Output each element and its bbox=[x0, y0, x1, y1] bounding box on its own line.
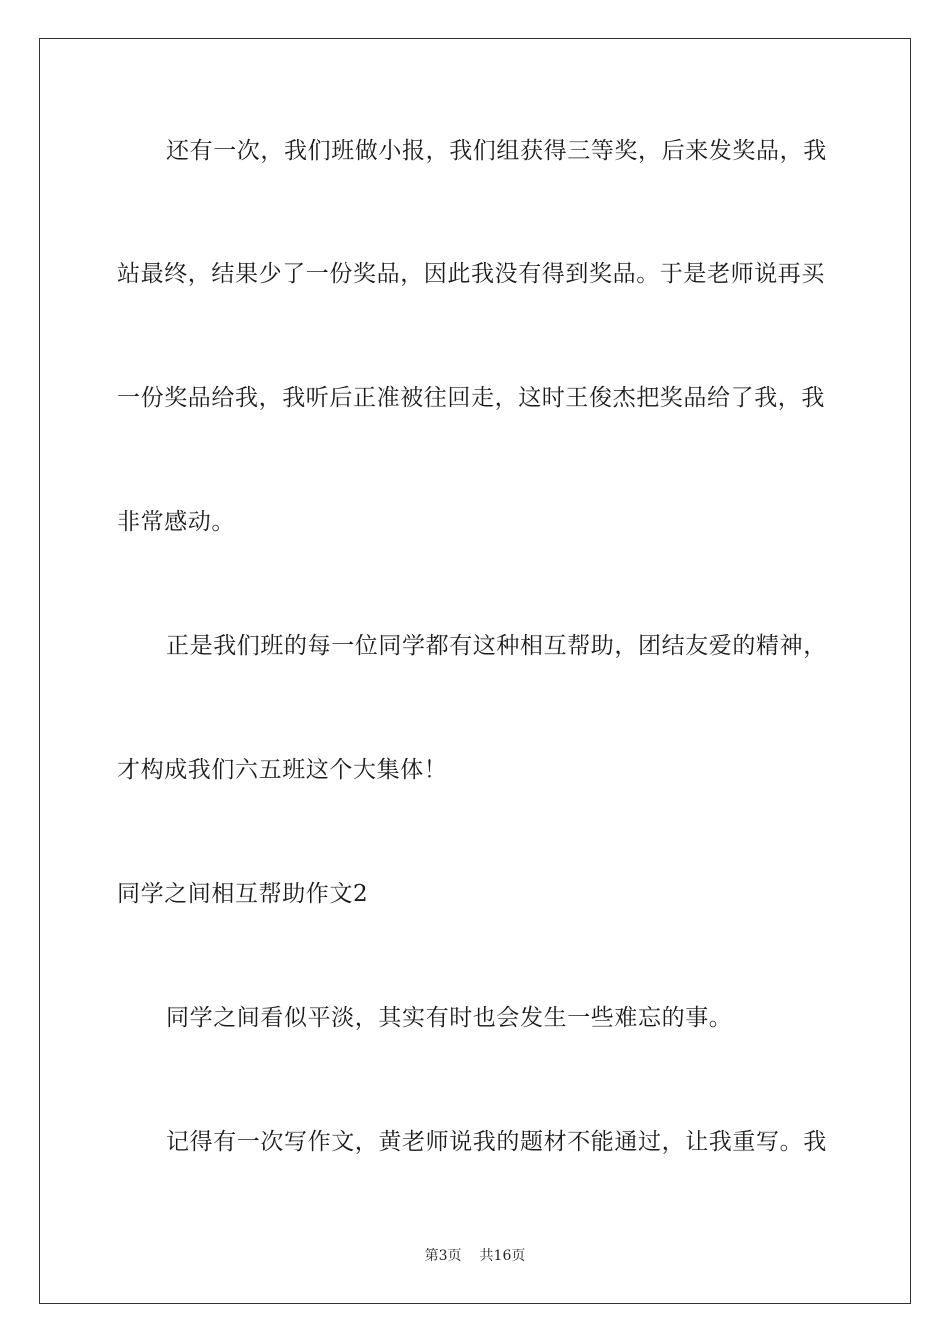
paragraph-line: 同学之间看似平淡，其实有时也会发生一些难忘的事。 bbox=[166, 1005, 733, 1031]
page-footer bbox=[0, 1246, 950, 1266]
section-heading: 同学之间相互帮助作文2 bbox=[117, 881, 369, 907]
paragraph-line: 正是我们班的每一位同学都有这种相互帮助，团结友爱的精神， bbox=[166, 633, 827, 659]
paragraph-line: 还有一次，我们班做小报，我们组获得三等奖，后来发奖品，我 bbox=[166, 138, 827, 164]
paragraph-line: 非常感动。 bbox=[117, 509, 235, 535]
page-frame bbox=[39, 38, 911, 1304]
paragraph-line: 才构成我们六五班这个大集体！ bbox=[117, 757, 448, 783]
page-total: 共16页 bbox=[479, 1248, 526, 1264]
paragraph-line: 站最终，结果少了一份奖品，因此我没有得到奖品。于是老师说再买 bbox=[117, 261, 825, 287]
paragraph-line: 一份奖品给我，我听后正准被往回走，这时王俊杰把奖品给了我，我 bbox=[117, 385, 825, 411]
paragraph-line: 记得有一次写作文，黄老师说我的题材不能通过，让我重写。我 bbox=[166, 1129, 827, 1155]
page-number: 第3页 bbox=[424, 1248, 462, 1264]
